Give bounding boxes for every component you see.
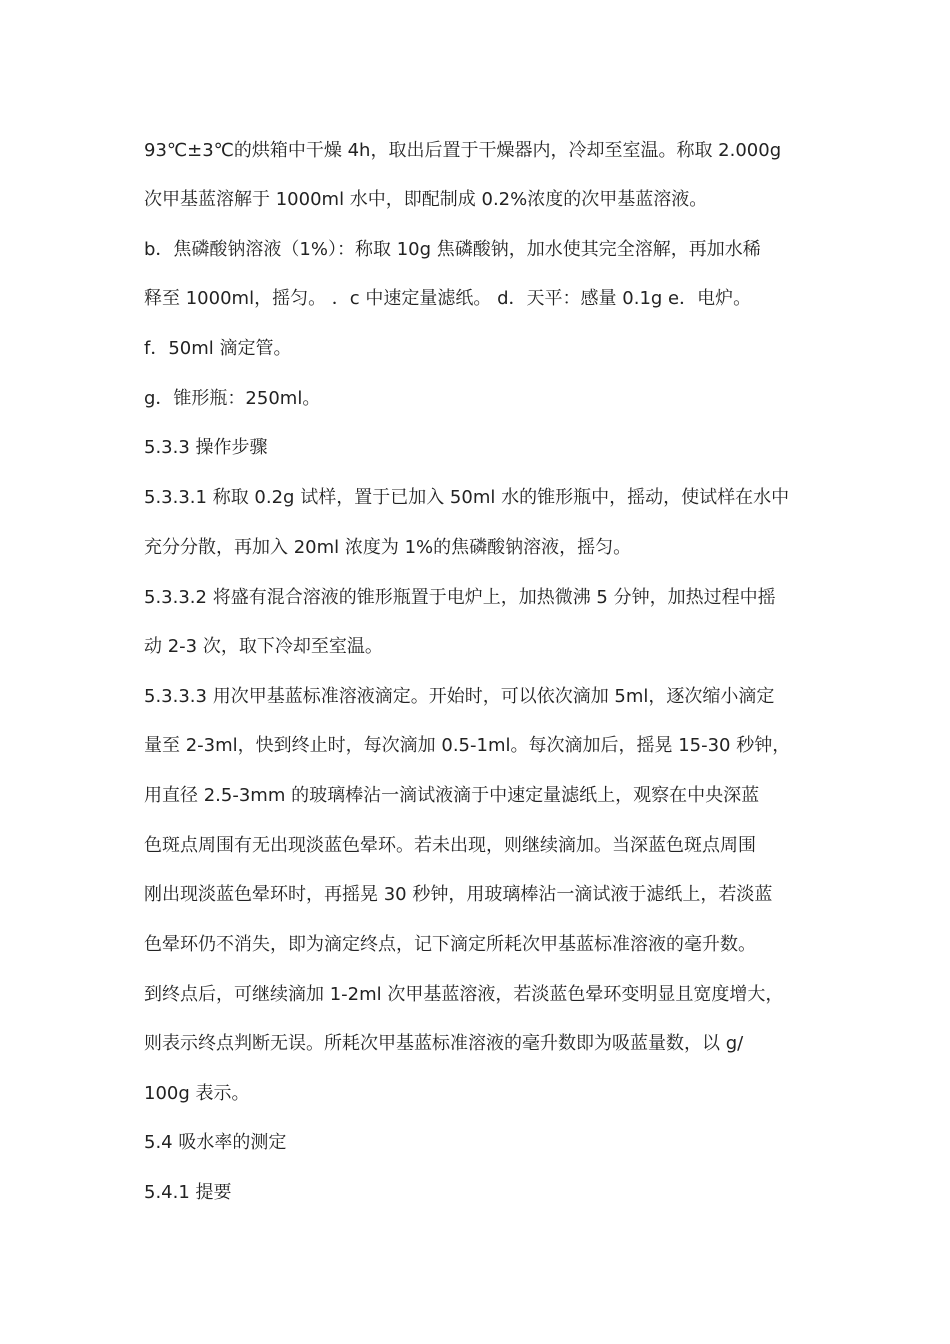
text-line: 用直径 2.5-3mm 的玻璃棒沾一滴试液滴于中速定量滤纸上，观察在中央深蓝: [144, 785, 760, 806]
text-line: b．焦磷酸钠溶液（1%）：称取 10g 焦磷酸钠，加水使其完全溶解，再加水稀: [144, 239, 761, 260]
text-line: 刚出现淡蓝色晕环时，再摇晃 30 秒钟，用玻璃棒沾一滴试液于滤纸上，若淡蓝: [144, 884, 773, 905]
section-heading: 5.3.3 操作步骤: [144, 437, 268, 458]
text-line: 动 2-3 次，取下冷却至室温。: [144, 636, 383, 657]
text-line: 93℃±3℃的烘箱中干燥 4h，取出后置于干燥器内，冷却至室温。称取 2.000g: [144, 140, 782, 161]
text-line: f．50ml 滴定管。: [144, 338, 292, 359]
text-line: 100g 表示。: [144, 1083, 250, 1104]
text-line: 色晕环仍不消失，即为滴定终点，记下滴定所耗次甲基蓝标准溶液的毫升数。: [144, 934, 756, 955]
text-line: 色斑点周围有无出现淡蓝色晕环。若未出现，则继续滴加。当深蓝色斑点周围: [144, 835, 756, 856]
text-line: 释至 1000ml，摇匀。 ．c 中速定量滤纸。 d．天平：感量 0.1g e．电炉。: [144, 288, 752, 309]
text-line: 5.3.3.3 用次甲基蓝标准溶液滴定。开始时，可以依次滴加 5ml，逐次缩小滴定: [144, 686, 775, 707]
text-line: 次甲基蓝溶解于 1000ml 水中，即配制成 0.2%浓度的次甲基蓝溶液。: [144, 189, 708, 210]
section-heading: 5.4 吸水率的测定: [144, 1132, 287, 1153]
text-line: 到终点后，可继续滴加 1-2ml 次甲基蓝溶液，若淡蓝色晕环变明显且宽度增大，: [144, 984, 784, 1005]
text-line: 5.3.3.2 将盛有混合溶液的锥形瓶置于电炉上，加热微沸 5 分钟，加热过程中摇: [144, 587, 776, 608]
section-heading: 5.4.1 提要: [144, 1182, 232, 1203]
text-line: 5.3.3.1 称取 0.2g 试样，置于已加入 50ml 水的锥形瓶中，摇动，使试样在水中: [144, 487, 790, 508]
text-line: 充分分散，再加入 20ml 浓度为 1%的焦磷酸钠溶液，摇匀。: [144, 537, 632, 558]
text-line: g．锥形瓶：250ml。: [144, 388, 321, 409]
text-line: 则表示终点判断无误。所耗次甲基蓝标准溶液的毫升数即为吸蓝量数，以 g/: [144, 1033, 744, 1054]
text-line: 量至 2-3ml，快到终止时，每次滴加 0.5-1ml。每次滴加后，摇晃 15-30 秒钟，: [144, 735, 791, 756]
